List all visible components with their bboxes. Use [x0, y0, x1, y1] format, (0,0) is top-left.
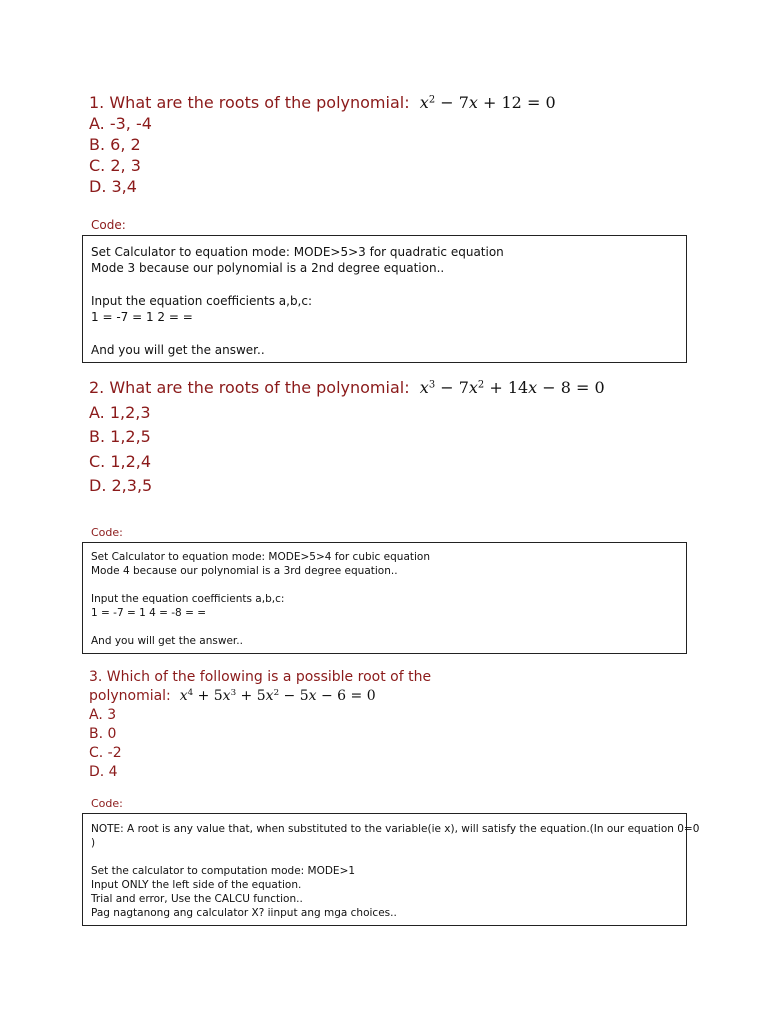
question-3-option-b: B. 0 [89, 726, 117, 742]
question-3-prompt: polynomial: [89, 688, 171, 704]
question-3-option-d: D. 4 [89, 764, 118, 780]
question-1-code-line [91, 277, 686, 293]
question-1-equation: $x^2 - 7x + 12 = 0$ [419, 93, 556, 112]
question-2-equation: $x^3 - 7x^2 + 14x - 8 = 0$ [419, 378, 605, 397]
question-2-title [89, 376, 605, 401]
question-2-code-box [82, 542, 687, 654]
question-1-code-line: Set Calculator to equation mode: MODE>5>3 for quadratic equation [91, 245, 504, 259]
question-3-code-box [82, 813, 700, 926]
question-3-equation: $x^4 + 5x^3 + 5x^2 - 5x - 6 = 0$ [179, 688, 376, 704]
question-2-code-line: And you will get the answer.. [91, 635, 243, 647]
question-2-option-d: D. 2,3,5 [89, 476, 153, 495]
question-3-code-line [91, 850, 686, 864]
question-3-option-a: A. 3 [89, 707, 117, 723]
question-1-code-box [82, 235, 687, 363]
question-3-code-label: Code: [91, 797, 123, 810]
question-1-code-line: Input the equation coefficients a,b,c: [91, 293, 313, 308]
question-3 [89, 668, 431, 782]
question-1-code-line [91, 325, 686, 341]
question-2-option-b: B. 1,2,5 [89, 427, 151, 446]
question-1-option-c: C. 2, 3 [89, 156, 141, 175]
question-1-prompt: 1. What are the roots of the polynomial: [89, 93, 410, 112]
question-2-option-c: C. 1,2,4 [89, 451, 152, 471]
question-1-code-label: Code: [91, 218, 126, 232]
question-1-title [89, 92, 556, 113]
question-3-code-line: Trial and error, Use the CALCU function.. [91, 893, 303, 905]
question-1-option-d: D. 3,4 [89, 177, 137, 196]
question-3-code-line: ) [91, 837, 96, 849]
question-2-code-line [91, 578, 686, 592]
question-2-option-a: A. 1,2,3 [89, 402, 151, 422]
question-2-code-line: 1 = -7 = 1 4 = -8 = = [91, 607, 207, 619]
question-3-code-line: Input ONLY the left side of the equation. [91, 879, 302, 891]
question-2-code-label: Code: [91, 526, 123, 539]
question-3-code-line: Pag nagtanong ang calculator X? iinput ang mga choices.. [91, 907, 397, 919]
question-1-code-line: And you will get the answer.. [91, 342, 265, 357]
question-1-option-a: A. -3, -4 [89, 114, 152, 133]
question-2-code-line: Mode 4 because our polynomial is a 3rd degree equation.. [91, 565, 398, 577]
question-1-code-line: 1 = -7 = 1 2 = = [91, 310, 193, 325]
question-2-code-line: Input the equation coefficients a,b,c: [91, 593, 285, 605]
question-2-code-line: Set Calculator to equation mode: MODE>5>4 for cubic equation [91, 551, 430, 563]
question-3-title-line-1: 3. Which of the following is a possible root of the [89, 669, 432, 685]
question-2-code-line [91, 620, 686, 634]
question-1 [89, 92, 556, 197]
question-3-code-line: NOTE: A root is any value that, when substituted to the variable(ie x), will satisfy the equation.(In our equation 0=0 [91, 823, 700, 835]
question-3-option-c: C. -2 [89, 745, 122, 761]
question-2 [89, 376, 605, 499]
question-1-code-line: Mode 3 because our polynomial is a 2nd degree equation.. [91, 261, 445, 276]
question-3-code-line: Set the calculator to computation mode: MODE>1 [91, 865, 356, 877]
question-3-title-line-2 [89, 687, 431, 706]
question-2-prompt: 2. What are the roots of the polynomial: [89, 378, 410, 397]
question-1-option-b: B. 6, 2 [89, 135, 141, 154]
